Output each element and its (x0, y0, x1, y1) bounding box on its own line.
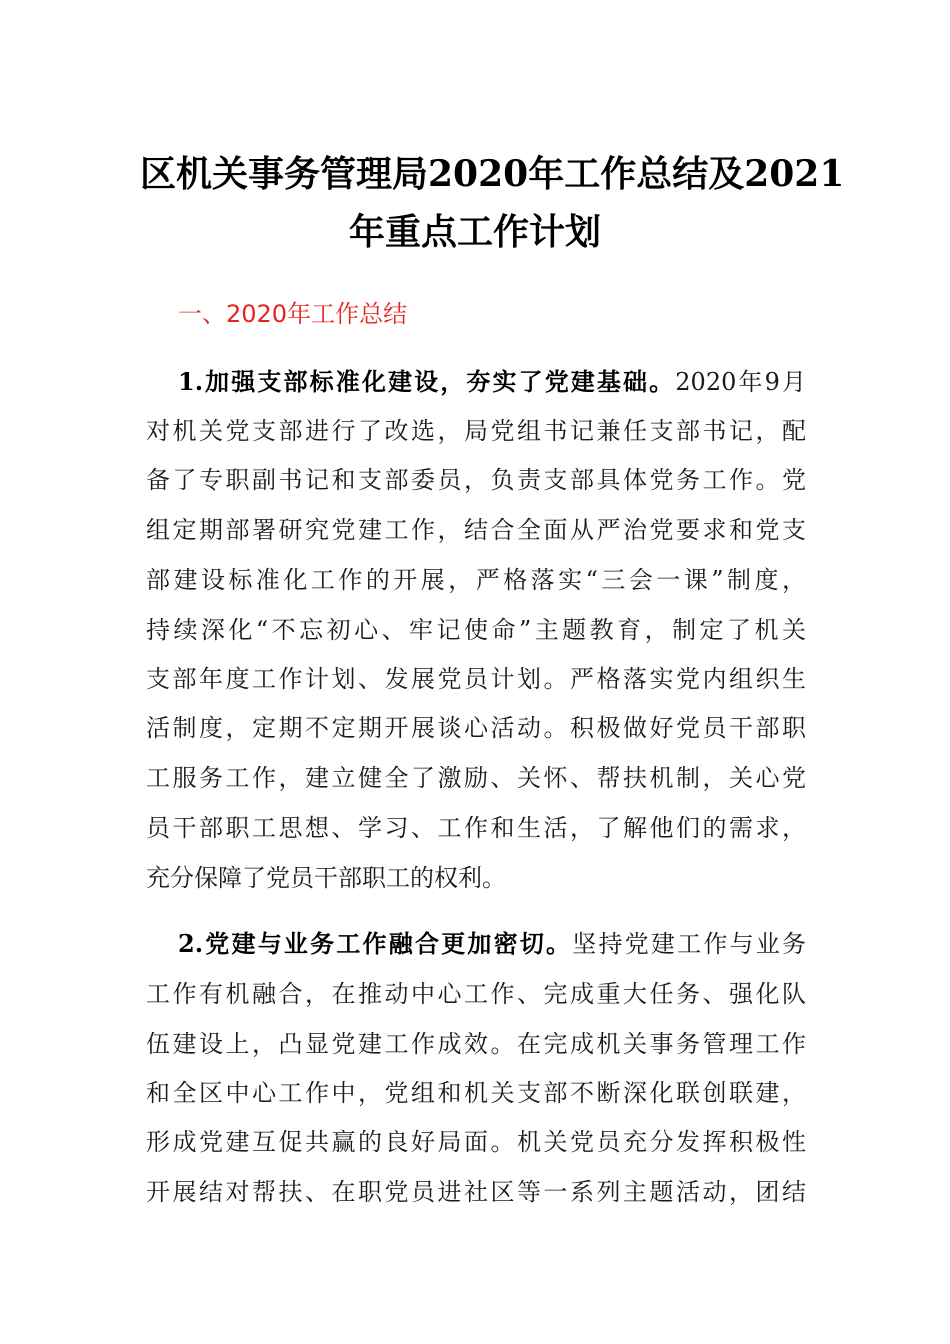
paragraph-2-text: 坚持党建工作与业务 (572, 930, 806, 958)
paragraph-1-lead: 1.加强支部标准化建设，夯实了党建基础。 (178, 367, 676, 396)
paragraph-1-line-9: 工服务工作，建立健全了激励、关怀、帮扶机制，关心党 (146, 764, 806, 792)
paragraph-2-lead: 2.党建与业务工作融合更加密切。 (178, 929, 573, 958)
paragraph-1-line-5: 部建设标准化工作的开展，严格落实“三会一课”制度， (146, 566, 806, 594)
paragraph-1-line-6: 持续深化“不忘初心、牢记使命”主题教育，制定了机关 (146, 616, 806, 644)
section-heading: 一、2020年工作总结 (178, 300, 408, 328)
paragraph-2-line-5: 形成党建互促共赢的良好局面。机关党员充分发挥积极性 (146, 1128, 806, 1156)
paragraph-1-line-11: 充分保障了党员干部职工的权利。 (146, 864, 506, 892)
paragraph-1-line-8: 活制度，定期不定期开展谈心活动。积极做好党员干部职 (146, 714, 806, 742)
paragraph-1-line-1 (178, 362, 806, 402)
paragraph-2-line-6: 开展结对帮扶、在职党员进社区等一系列主题活动，团结 (146, 1178, 806, 1206)
document-title-line-1: 区机关事务管理局2020年工作总结及2021 (140, 153, 845, 195)
document-title-line-2: 年重点工作计划 (348, 211, 601, 253)
paragraph-1-line-2: 对机关党支部进行了改选，局党组书记兼任支部书记，配 (146, 417, 806, 445)
paragraph-2-line-2: 工作有机融合，在推动中心工作、完成重大任务、强化队 (146, 980, 806, 1008)
paragraph-1-line-3: 备了专职副书记和支部委员，负责支部具体党务工作。党 (146, 466, 806, 494)
paragraph-1-text: 2020年9月 (675, 368, 806, 396)
paragraph-2-line-4: 和全区中心工作中，党组和机关支部不断深化联创联建， (146, 1079, 806, 1107)
paragraph-2-line-3: 伍建设上，凸显党建工作成效。在完成机关事务管理工作 (146, 1030, 806, 1058)
paragraph-1-line-10: 员干部职工思想、学习、工作和生活，了解他们的需求， (146, 814, 806, 842)
paragraph-2-line-1 (178, 924, 806, 964)
paragraph-1-line-7: 支部年度工作计划、发展党员计划。严格落实党内组织生 (146, 665, 806, 693)
paragraph-1-line-4: 组定期部署研究党建工作，结合全面从严治党要求和党支 (146, 516, 806, 544)
